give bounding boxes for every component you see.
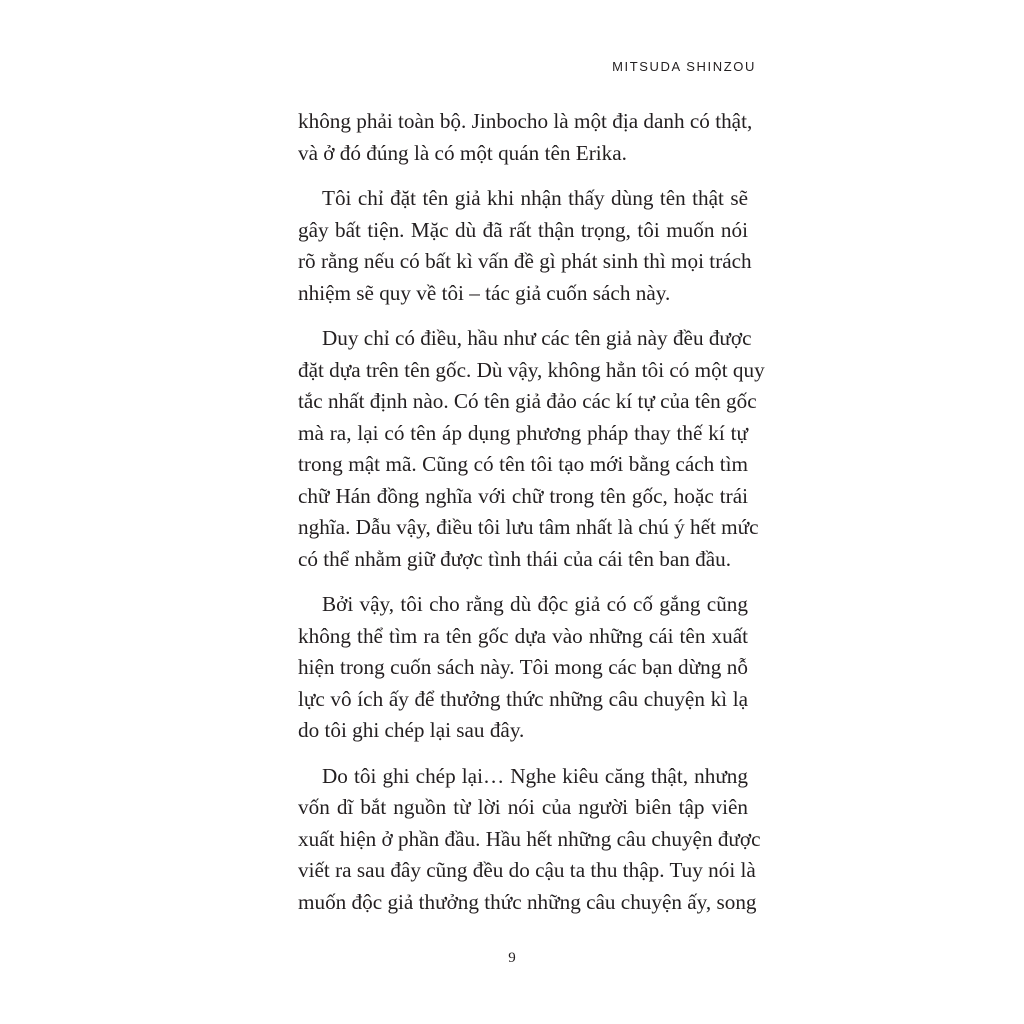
body-text — [298, 106, 765, 932]
paragraph-5 — [298, 761, 761, 919]
text-line: mà ra, lại có tên áp dụng phương pháp thay thế kí tự — [298, 420, 748, 445]
text-line: không thể tìm ra tên gốc dựa vào những cái tên xuất — [298, 623, 748, 648]
text-line: trong mật mã. Cũng có tên tôi tạo mới bằng cách tìm — [298, 452, 748, 476]
text-line: chữ Hán đồng nghĩa với chữ trong tên gốc, hoặc trái — [298, 483, 748, 508]
text-line: có thể nhằm giữ được tình thái của cái tên ban đầu. — [298, 546, 732, 571]
text-line: vốn dĩ bắt nguồn từ lời nói của người biên tập viên — [298, 795, 748, 819]
text-line: không phải toàn bộ. Jinbocho là một địa danh có thật, — [298, 109, 753, 133]
text-line: Tôi chỉ đặt tên giả khi nhận thấy dùng tên thật sẽ — [322, 186, 748, 210]
text-line: Duy chỉ có điều, hầu như các tên giả này đều được — [322, 326, 752, 350]
text-line: xuất hiện ở phần đầu. Hầu hết những câu chuyện được — [298, 826, 761, 851]
text-line: gây bất tiện. Mặc dù đã rất thận trọng, tôi muốn nói — [298, 217, 748, 242]
text-line: nghĩa. Dẫu vậy, điều tôi lưu tâm nhất là chú ý hết mức — [298, 515, 759, 539]
text-line: tắc nhất định nào. Có tên giả đảo các kí tự của tên gốc — [298, 389, 757, 413]
text-line: và ở đó đúng là có một quán tên Erika. — [298, 140, 627, 165]
text-line: viết ra sau đây cũng đều do cậu ta thu thập. Tuy nói là — [298, 858, 756, 882]
page-number: 9 — [508, 950, 516, 966]
paragraph-4 — [298, 589, 748, 747]
text-line: do tôi ghi chép lại sau đây. — [298, 718, 525, 742]
text-line: muốn độc giả thưởng thức những câu chuyện ấy, song — [298, 889, 757, 914]
text-line: lực vô ích ấy để thưởng thức những câu chuyện kì lạ — [298, 686, 748, 711]
paragraph-3 — [298, 323, 765, 575]
text-line: hiện trong cuốn sách này. Tôi mong các bạn dừng nỗ — [298, 655, 748, 679]
text-line: đặt dựa trên tên gốc. Dù vậy, không hẳn tôi có một quy — [298, 357, 765, 382]
text-line: Bởi vậy, tôi cho rằng dù độc giả có cố gắng cũng — [322, 592, 748, 616]
paragraph-2 — [298, 183, 752, 309]
text-line: Do tôi ghi chép lại… Nghe kiêu căng thật, nhưng — [322, 763, 748, 788]
running-header: MITSUDA SHINZOU — [612, 59, 756, 74]
text-line: nhiệm sẽ quy về tôi – tác giả cuốn sách này. — [298, 280, 671, 305]
text-line: rõ rằng nếu có bất kì vấn đề gì phát sinh thì mọi trách — [298, 249, 752, 273]
paragraph-1 — [298, 106, 753, 169]
